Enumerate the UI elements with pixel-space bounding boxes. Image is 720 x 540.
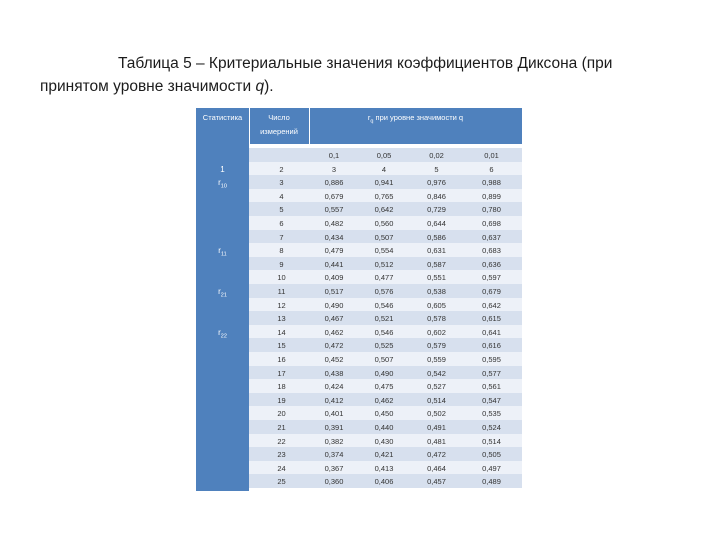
cell-value: 0,547: [482, 395, 501, 405]
cell-value: 0,551: [427, 273, 446, 283]
table-row: [249, 148, 522, 162]
cell-measurements: 9: [279, 259, 284, 269]
cell-value: 0,557: [324, 205, 344, 215]
cell-value: 0,642: [374, 205, 394, 215]
header-statistic: Статистика: [202, 113, 243, 122]
cell-measurements: 11: [277, 287, 286, 296]
cell-value: 0,02: [429, 151, 444, 160]
cell-value: 0,514: [427, 395, 446, 405]
cell-measurements: 23: [277, 450, 286, 460]
table-row: [249, 325, 522, 339]
cell-measurements: 21: [277, 423, 286, 432]
cell-value: 0,615: [482, 314, 501, 324]
cell-measurements: 19: [277, 395, 286, 405]
cell-value: 6: [489, 164, 494, 174]
cell-value: 0,525: [374, 341, 394, 351]
cell-value: 0,641: [482, 327, 501, 337]
cell-value: 0,679: [482, 287, 501, 296]
cell-value: 0,462: [374, 395, 394, 405]
table-row: [249, 379, 522, 393]
cell-measurements: 7: [279, 232, 284, 242]
cell-value: 0,472: [427, 450, 446, 460]
cell-value: 0,360: [324, 477, 344, 487]
cell-value: 0,05: [376, 151, 392, 160]
cell-value: 0,434: [324, 232, 344, 242]
cell-value: 0,527: [427, 382, 446, 392]
statistic-label: $r_{11}$: [218, 246, 227, 258]
cell-value: 0,502: [427, 409, 446, 419]
cell-value: 0,462: [324, 327, 344, 337]
cell-value: 0,637: [482, 232, 501, 242]
cell-value: 0,765: [374, 191, 394, 201]
cell-value: 0,490: [324, 300, 344, 310]
table-row: [249, 474, 522, 488]
cell-value: 0,440: [374, 423, 394, 432]
table-row: [249, 243, 522, 257]
cell-value: 0,490: [374, 368, 394, 378]
table-row: [249, 434, 522, 448]
statistic-label: $r_{21}$: [218, 287, 227, 299]
cell-value: 0,401: [324, 409, 344, 419]
header-r-symbol: r: [367, 113, 371, 122]
cell-value: 0,391: [324, 423, 344, 432]
cell-value: 0,605: [427, 300, 446, 310]
cell-value: 0,452: [324, 355, 344, 364]
cell-value: 0,542: [427, 368, 446, 378]
cell-value: 0,636: [482, 259, 501, 269]
cell-value: 0,467: [324, 314, 344, 324]
cell-value: 0,729: [427, 205, 446, 215]
header-measurements-line-1: Число: [268, 113, 290, 122]
cell-value: 0,409: [324, 273, 344, 283]
table-row: [249, 311, 522, 325]
cell-value: 0,482: [324, 219, 344, 228]
cell-value: 0,698: [482, 219, 501, 228]
caption-significance-var: q: [255, 78, 265, 95]
statistic-label: $r_{22}$: [218, 327, 227, 340]
cell-value: 0,479: [324, 246, 344, 256]
caption-line-2-text: принятом уровне значимости: [40, 78, 256, 95]
cell-measurements: 24: [277, 463, 286, 473]
cell-value: 0,587: [427, 259, 446, 269]
cell-value: 0,367: [324, 463, 344, 473]
cell-value: 0,976: [427, 178, 446, 188]
cell-value: 0,507: [374, 355, 394, 364]
cell-value: 0,576: [374, 287, 394, 296]
cell-value: 0,512: [374, 259, 394, 269]
cell-value: 0,517: [324, 287, 344, 296]
cell-value: 0,01: [484, 151, 499, 160]
table-row: [249, 216, 522, 230]
header-significance-level: [309, 113, 522, 127]
cell-value: 0,477: [374, 273, 394, 283]
cell-value: 0,899: [482, 191, 501, 201]
header-r-subscript: q: [370, 118, 374, 125]
cell-measurements: 16: [277, 355, 286, 364]
cell-measurements: 18: [277, 382, 286, 392]
cell-measurements: 25: [277, 477, 286, 487]
table-row: [249, 298, 522, 312]
cell-value: 0,406: [374, 477, 394, 487]
cell-measurements: 10: [277, 273, 286, 283]
cell-value: 4: [381, 164, 387, 174]
cell-value: 0,424: [324, 382, 344, 392]
cell-value: 0,560: [374, 219, 394, 228]
cell-measurements: 20: [277, 409, 286, 419]
cell-value: 0,450: [374, 409, 394, 419]
table-row: [249, 447, 522, 461]
cell-value: 0,441: [324, 259, 344, 269]
cell-value: 0,595: [482, 355, 501, 364]
header-measurements-line-2: измерений: [260, 127, 298, 136]
table-row: [249, 393, 522, 407]
cell-measurements: 5: [279, 205, 284, 215]
header-r-text: при уровне значимости q: [373, 113, 464, 122]
table-row: [249, 461, 522, 475]
caption-line-2: [40, 75, 680, 98]
table-caption: [40, 52, 680, 98]
cell-value: 0,941: [374, 178, 394, 188]
cell-value: 5: [434, 164, 439, 174]
table-row: [249, 284, 522, 298]
table-row: [249, 175, 522, 189]
cell-value: 0,546: [374, 300, 394, 310]
cell-value: 0,438: [324, 368, 344, 378]
cell-value: 0,988: [482, 178, 501, 188]
cell-value: 0,554: [374, 246, 394, 256]
table-row: [249, 420, 522, 434]
cell-measurements: 17: [277, 368, 286, 378]
cell-value: 0,886: [324, 178, 344, 188]
cell-measurements: 14: [277, 327, 286, 337]
table-row: [249, 406, 522, 420]
cell-value: 0,546: [374, 327, 394, 337]
cell-value: 0,412: [324, 395, 344, 405]
cell-value: 0,780: [482, 205, 501, 215]
table-row: [249, 162, 522, 176]
cell-value: 0,505: [482, 450, 501, 460]
cell-measurements: 22: [277, 436, 286, 446]
cell-value: 0,524: [482, 423, 501, 432]
cell-measurements: 4: [279, 191, 284, 201]
cell-value: 0,597: [482, 273, 501, 283]
table-row: [249, 338, 522, 352]
cell-value: 0,475: [374, 382, 394, 392]
cell-value: 0,514: [482, 436, 501, 446]
cell-value: 0,1: [328, 151, 340, 160]
cell-value: 0,413: [374, 463, 394, 473]
cell-value: 0,631: [427, 246, 446, 256]
cell-value: 0,578: [427, 314, 446, 324]
cell-measurements: 15: [277, 341, 286, 351]
cell-value: 0,559: [427, 355, 446, 364]
cell-measurements: 12: [277, 300, 286, 310]
cell-value: 0,561: [482, 382, 501, 392]
cell-value: 0,507: [374, 232, 394, 242]
cell-measurements: [254, 148, 309, 162]
caption-line-2-end: ).: [264, 78, 274, 95]
table-row: [249, 202, 522, 216]
cell-measurements: 6: [279, 219, 284, 228]
cell-measurements: 2: [279, 164, 284, 174]
cell-value: 0,472: [324, 341, 344, 351]
cell-value: 0,644: [427, 219, 446, 228]
cell-measurements: 13: [277, 314, 286, 324]
cell-value: 0,382: [324, 436, 344, 446]
cell-value: 0,602: [427, 327, 446, 337]
cell-measurements: 3: [279, 178, 284, 188]
cell-value: 0,491: [427, 423, 446, 432]
statistic-label: 1: [220, 164, 225, 174]
cell-value: 0,374: [324, 450, 344, 460]
cell-value: 0,846: [427, 191, 446, 201]
table-row: [249, 230, 522, 244]
table-row: [249, 270, 522, 284]
table-row: [249, 257, 522, 271]
cell-value: 0,679: [324, 191, 344, 201]
table-row: [249, 352, 522, 366]
dixon-criteria-table: [196, 108, 522, 491]
caption-line-1: Таблица 5 – Критериальные значения коэффициентов Диксона (при: [118, 55, 613, 72]
cell-value: 0,464: [427, 463, 446, 473]
cell-measurements: 8: [279, 246, 284, 256]
cell-value: 0,616: [482, 341, 501, 351]
header-measurements: [249, 113, 309, 137]
cell-value: 0,457: [427, 477, 446, 487]
cell-value: 0,497: [482, 463, 501, 473]
cell-value: 0,521: [374, 314, 394, 324]
cell-value: 0,538: [427, 287, 446, 296]
cell-value: 0,586: [427, 232, 446, 242]
cell-value: 0,489: [482, 477, 501, 487]
cell-value: 0,683: [482, 246, 501, 256]
cell-value: 0,535: [482, 409, 501, 419]
statistic-label: $r_{10}$: [218, 178, 227, 190]
cell-value: 0,481: [427, 436, 446, 446]
cell-value: 0,642: [482, 300, 501, 310]
cell-value: 0,421: [374, 450, 394, 460]
table-row: [249, 366, 522, 380]
cell-value: 0,430: [374, 436, 394, 446]
cell-value: 0,577: [482, 368, 501, 378]
cell-value: 0,579: [427, 341, 446, 351]
table-row: [249, 189, 522, 203]
cell-value: 3: [331, 164, 337, 174]
